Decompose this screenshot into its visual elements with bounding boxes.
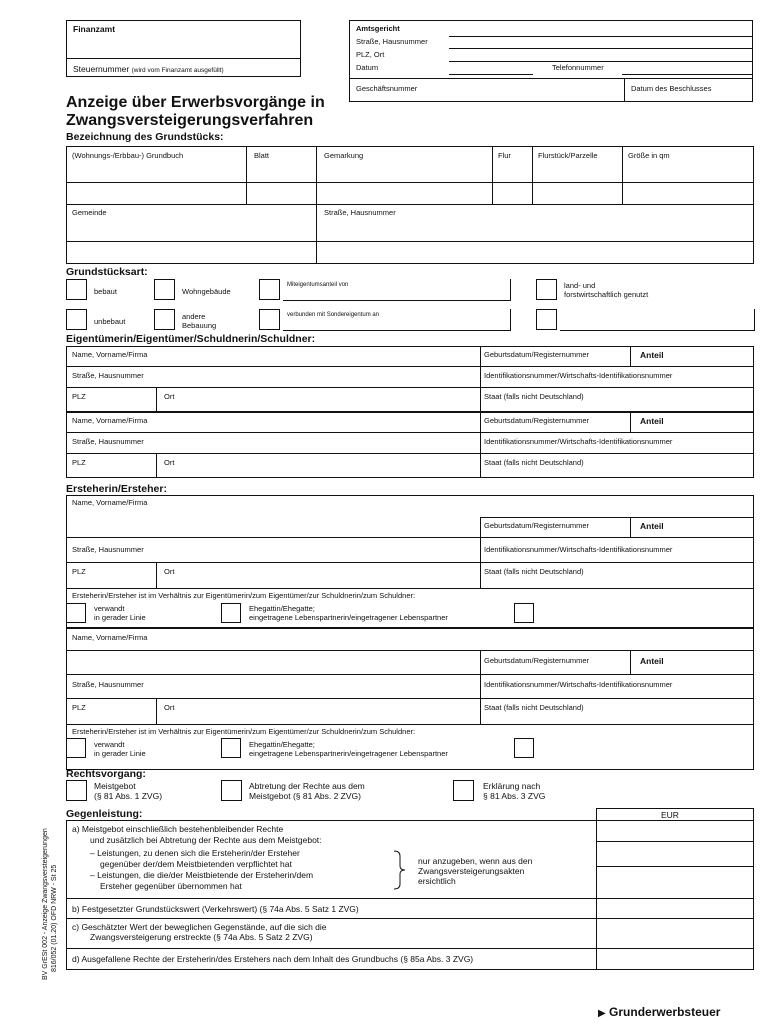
ersteher2-other-checkbox[interactable] bbox=[514, 738, 534, 758]
meistgebot-checkbox[interactable] bbox=[66, 780, 87, 801]
abtretung-checkbox[interactable] bbox=[221, 780, 242, 801]
side-form-id-1: BV GrESt 002 - Anzeige Zwangsversteigerungen bbox=[42, 828, 49, 980]
gegenleistung-a: a) Meistgebot einschließlich bestehenbleibender Rechte und zusätzlich bei Abtretung der Rechte aus dem Meistgebot: – Leistungen, zu denen sich die Ersteherin/der Ersteher gegenüber der/dem Meistbietenden verpflichtet hat – Leistungen, die die/der Meistbietende der Ersteherin/dem Ersteher gegenüber übernommen hat bbox=[72, 824, 322, 891]
amtsgericht-telefon: Telefonnummer bbox=[552, 63, 604, 72]
gegenleistung-note: nur anzugeben, wenn aus den Zwangsversteigerungsakten ersichtlich bbox=[418, 856, 533, 886]
ersteher2-plz-label: PLZ bbox=[72, 703, 86, 712]
miteigentum-label: Miteigentumsanteil von bbox=[287, 282, 349, 288]
owner1-strasse-label: Straße, Hausnummer bbox=[72, 371, 144, 380]
wohngebaeude-checkbox[interactable] bbox=[154, 279, 175, 300]
gegenleistung-c: c) Geschätzter Wert der beweglichen Gegenstände, auf die sich die Zwangsversteigerung erstreckte (§ 74a Abs. 5 Satz 2 ZVG) bbox=[72, 922, 327, 942]
ersteher1-staat-label: Staat (falls nicht Deutschland) bbox=[484, 567, 584, 576]
owner1-anteil-label: Anteil bbox=[640, 350, 664, 360]
owner2-ort-label: Ort bbox=[164, 458, 175, 467]
ersteher2-idnr-label: Identifikationsnummer/Wirtschafts-Identifikationsnummer bbox=[484, 680, 673, 689]
ersteher2-name-label: Name, Vorname/Firma bbox=[72, 633, 148, 642]
owner2-staat-label: Staat (falls nicht Deutschland) bbox=[484, 458, 584, 467]
ersteher1-name-label: Name, Vorname/Firma bbox=[72, 498, 148, 507]
ersteher2-verhaeltnis-label: Ersteherin/Ersteher ist im Verhältnis zur Eigentümerin/zum Eigentümer/zur Schuldnerin/zum Schuldner: bbox=[72, 727, 416, 736]
ersteher1-verwandt-checkbox[interactable] bbox=[66, 603, 86, 623]
grundstuecksart-heading: Grundstücksart: bbox=[66, 266, 148, 278]
eigentuemer-heading: Eigentümerin/Eigentümer/Schuldnerin/Schuldner: bbox=[66, 333, 316, 345]
unbebaut-checkbox[interactable] bbox=[66, 309, 87, 330]
sondereigentum-label: verbunden mit Sondereigentum an bbox=[287, 312, 380, 318]
erklaerung-checkbox[interactable] bbox=[453, 780, 474, 801]
land-label: land- und forstwirtschaftlich genutzt bbox=[564, 281, 649, 299]
ersteher2-staat-label: Staat (falls nicht Deutschland) bbox=[484, 703, 584, 712]
side-form-id-2: 816/052 (01.20) OFD NRW - St 25 bbox=[51, 864, 58, 972]
miteigentum-checkbox[interactable] bbox=[259, 279, 280, 300]
ersteher2-ehegatte-checkbox[interactable] bbox=[221, 738, 241, 758]
owner2-idnr-label: Identifikationsnummer/Wirtschafts-Identifikationsnummer bbox=[484, 437, 673, 446]
sondereigentum-checkbox[interactable] bbox=[259, 309, 280, 330]
owner2-name-label: Name, Vorname/Firma bbox=[72, 416, 148, 425]
owner1-ort-label: Ort bbox=[164, 392, 175, 401]
ersteher1-other-checkbox[interactable] bbox=[514, 603, 534, 623]
ersteher1-ort-label: Ort bbox=[164, 567, 175, 576]
arrow-icon: ▶ bbox=[598, 1008, 606, 1019]
meistgebot-label: Meistgebot (§ 81 Abs. 1 ZVG) bbox=[94, 781, 163, 801]
ersteher1-anteil-label: Anteil bbox=[640, 521, 664, 531]
eur-label: EUR bbox=[661, 810, 679, 820]
flur-label: Flur bbox=[498, 151, 511, 160]
brace-icon bbox=[392, 850, 406, 890]
unbebaut-label: unbebaut bbox=[94, 317, 126, 326]
andere-bebauung-checkbox[interactable] bbox=[154, 309, 175, 330]
amtsgericht-strasse: Straße, Hausnummer bbox=[356, 37, 428, 46]
ersteher2-ort-label: Ort bbox=[164, 703, 175, 712]
ersteher1-idnr-label: Identifikationsnummer/Wirtschafts-Identifikationsnummer bbox=[484, 545, 673, 554]
ersteher2-strasse-label: Straße, Hausnummer bbox=[72, 680, 144, 689]
ersteher-heading: Ersteherin/Ersteher: bbox=[66, 483, 167, 495]
amtsgericht-plz-ort: PLZ, Ort bbox=[356, 50, 385, 59]
groesse-label: Größe in qm bbox=[628, 151, 670, 160]
geschaeftsnummer-label: Geschäftsnummer bbox=[356, 84, 418, 93]
finanzamt-label: Finanzamt bbox=[73, 24, 116, 34]
abtretung-label: Abtretung der Rechte aus dem Meistgebot (§ 81 Abs. 2 ZVG) bbox=[249, 781, 365, 801]
grundstueck-strasse-label: Straße, Hausnummer bbox=[324, 208, 396, 217]
footer-grunderwerbsteuer: ▶ Grunderwerbsteuer bbox=[598, 1005, 721, 1019]
ersteher2-geburt-label: Geburtsdatum/Registernummer bbox=[484, 656, 590, 665]
gegenleistung-b: b) Festgesetzter Grundstückswert (Verkehrswert) (§ 74a Abs. 5 Satz 1 ZVG) bbox=[72, 904, 359, 914]
ersteher2-ehegatte-label: Ehegattin/Ehegatte; eingetragene Lebenspartnerin/eingetragener Lebenspartner bbox=[249, 740, 448, 758]
andere-bebauung-label: andere Bebauung bbox=[182, 312, 217, 330]
ersteher2-verwandt-checkbox[interactable] bbox=[66, 738, 86, 758]
flurstueck-label: Flurstück/Parzelle bbox=[538, 151, 598, 160]
ersteher2-anteil-label: Anteil bbox=[640, 656, 664, 666]
wohngebaeude-label: Wohngebäude bbox=[182, 287, 231, 296]
ersteher1-ehegatte-checkbox[interactable] bbox=[221, 603, 241, 623]
gegenleistung-heading: Gegenleistung: bbox=[66, 808, 143, 820]
erklaerung-label: Erklärung nach § 81 Abs. 3 ZVG bbox=[483, 781, 546, 801]
ersteher2-verwandt-label: verwandt in gerader Linie bbox=[94, 740, 146, 758]
other-checkbox[interactable] bbox=[536, 309, 557, 330]
owner2-strasse-label: Straße, Hausnummer bbox=[72, 437, 144, 446]
amtsgericht-datum: Datum bbox=[356, 63, 379, 72]
datum-beschluss-label: Datum des Beschlusses bbox=[631, 84, 712, 93]
owner1-name-label: Name, Vorname/Firma bbox=[72, 350, 148, 359]
rechtsvorgang-heading: Rechtsvorgang: bbox=[66, 768, 146, 780]
gemarkung-label: Gemarkung bbox=[324, 151, 364, 160]
ersteher1-verhaeltnis-label: Ersteherin/Ersteher ist im Verhältnis zur Eigentümerin/zum Eigentümer/zur Schuldnerin/zum Schuldner: bbox=[72, 591, 416, 600]
owner1-idnr-label: Identifikationsnummer/Wirtschafts-Identifikationsnummer bbox=[484, 371, 673, 380]
owner1-geburt-label: Geburtsdatum/Registernummer bbox=[484, 350, 590, 359]
grundstueck-table bbox=[66, 146, 754, 264]
land-checkbox[interactable] bbox=[536, 279, 557, 300]
owner1-plz-label: PLZ bbox=[72, 392, 86, 401]
ersteher1-verwandt-label: verwandt in gerader Linie bbox=[94, 604, 146, 622]
ersteher1-geburt-label: Geburtsdatum/Registernummer bbox=[484, 521, 590, 530]
amtsgericht-label: Amtsgericht bbox=[356, 24, 400, 33]
gemeinde-label: Gemeinde bbox=[72, 208, 107, 217]
bebaut-checkbox[interactable] bbox=[66, 279, 87, 300]
owner1-staat-label: Staat (falls nicht Deutschland) bbox=[484, 392, 584, 401]
ersteher1-plz-label: PLZ bbox=[72, 567, 86, 576]
owner2-plz-label: PLZ bbox=[72, 458, 86, 467]
grundbuch-label: (Wohnungs-/Erbbau-) Grundbuch bbox=[72, 151, 184, 160]
ersteher1-strasse-label: Straße, Hausnummer bbox=[72, 545, 144, 554]
ersteher1-ehegatte-label: Ehegattin/Ehegatte; eingetragene Lebenspartnerin/eingetragener Lebenspartner bbox=[249, 604, 448, 622]
grundstueck-heading: Bezeichnung des Grundstücks: bbox=[66, 131, 224, 143]
blatt-label: Blatt bbox=[254, 151, 270, 160]
owner2-anteil-label: Anteil bbox=[640, 416, 664, 426]
page-title: Anzeige über Erwerbsvorgänge in Zwangsversteigerungsverfahren bbox=[66, 94, 325, 129]
bebaut-label: bebaut bbox=[94, 287, 117, 296]
gegenleistung-d: d) Ausgefallene Rechte der Ersteherin/des Erstehers nach dem Inhalt des Grundbuchs (§ 85a Abs. 3 ZVG) bbox=[72, 954, 474, 964]
steuernummer-label: Steuernummer (wird vom Finanzamt ausgefüllt) bbox=[73, 64, 224, 74]
owner2-geburt-label: Geburtsdatum/Registernummer bbox=[484, 416, 590, 425]
